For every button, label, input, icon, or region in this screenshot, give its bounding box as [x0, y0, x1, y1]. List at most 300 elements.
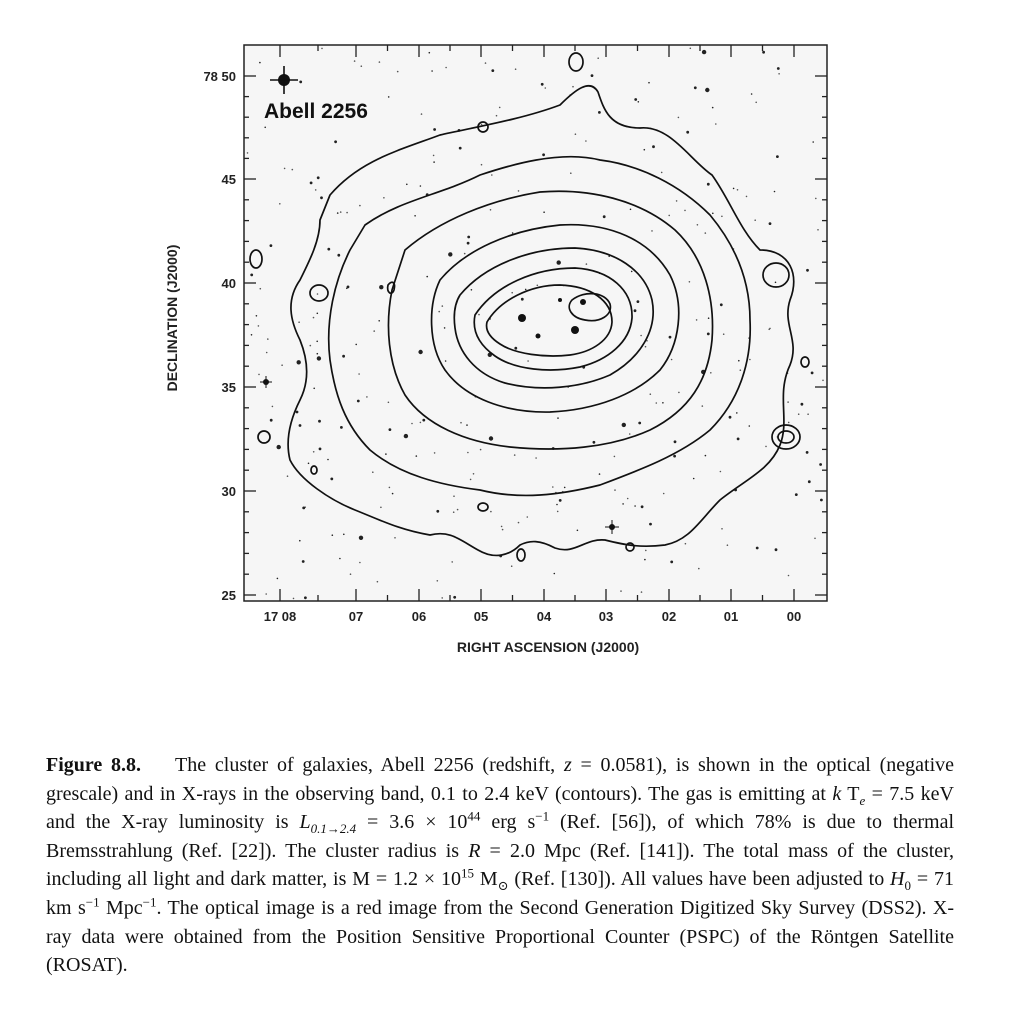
- star-dot: [591, 74, 594, 77]
- star-dot: [319, 448, 322, 451]
- star-dot: [416, 455, 418, 457]
- star-dot: [627, 498, 629, 500]
- caption-superscript: −1: [85, 894, 100, 910]
- star-dot: [279, 203, 281, 205]
- star-dot: [614, 456, 616, 458]
- star-dot: [470, 479, 472, 481]
- star-dot: [689, 281, 691, 283]
- star-dot: [366, 396, 368, 398]
- caption-text: erg s: [480, 811, 536, 834]
- star-dot: [599, 473, 601, 475]
- star-dot: [698, 568, 700, 570]
- y-tick-label: 78 50: [203, 69, 236, 84]
- star-dot: [656, 402, 658, 404]
- star-dot: [755, 102, 757, 104]
- star-dot: [304, 596, 307, 599]
- star-dot: [661, 172, 663, 174]
- star-dot: [806, 269, 809, 272]
- star-dot: [521, 298, 524, 301]
- star-dot: [702, 405, 704, 407]
- star-dot: [693, 478, 695, 480]
- star-dot: [723, 333, 725, 335]
- star-dot: [310, 345, 312, 347]
- star-dot: [603, 215, 606, 218]
- star-dot: [388, 402, 390, 404]
- star-dot: [297, 360, 301, 364]
- star-dot: [491, 174, 493, 176]
- star-dot: [814, 538, 816, 540]
- star-dot: [316, 341, 318, 343]
- star-dot: [281, 364, 283, 366]
- star-dot: [715, 123, 717, 125]
- star-dot: [342, 355, 345, 358]
- plot-area: [244, 45, 827, 601]
- star-dot: [557, 511, 559, 513]
- star-dot: [318, 420, 321, 423]
- star-dot: [631, 271, 633, 273]
- star-dot: [380, 507, 382, 509]
- star-dot: [317, 176, 320, 179]
- star-dot: [299, 424, 302, 427]
- star-dot: [359, 536, 363, 540]
- star-dot: [397, 71, 399, 73]
- star-dot: [650, 393, 652, 395]
- star-dot: [459, 147, 462, 150]
- star-dot: [346, 212, 348, 214]
- star-dot: [429, 52, 431, 54]
- caption-symbol: H: [890, 868, 905, 891]
- star-dot: [388, 96, 390, 98]
- star-dot: [585, 140, 587, 142]
- star-dot: [355, 344, 357, 346]
- star-dot: [645, 550, 647, 552]
- caption-text: = 71 km s: [46, 868, 954, 919]
- star-dot: [317, 353, 319, 355]
- star-dot: [702, 50, 706, 54]
- star-dot: [451, 561, 453, 563]
- star-dot: [678, 392, 680, 394]
- star-dot: [559, 499, 562, 502]
- star-dot: [467, 452, 469, 454]
- star-dot: [720, 303, 723, 306]
- y-tick-label: 35: [221, 380, 236, 395]
- star-dot: [406, 184, 408, 186]
- star-dot: [330, 478, 333, 481]
- star-dot: [740, 369, 742, 371]
- star-dot: [685, 543, 687, 545]
- x-tick-label: 05: [473, 609, 489, 624]
- star-dot: [620, 590, 622, 592]
- star-dot: [737, 189, 739, 191]
- star-dot: [769, 222, 772, 225]
- caption-text: T: [841, 782, 860, 805]
- star-dot: [354, 60, 356, 62]
- star-dot: [264, 127, 266, 129]
- star-dot: [644, 149, 646, 151]
- star-dot: [315, 189, 317, 191]
- star-dot: [774, 191, 776, 193]
- star-dot: [389, 487, 391, 489]
- y-tick-label: 40: [221, 276, 236, 291]
- star-dot: [467, 242, 470, 245]
- x-tick-label: 02: [661, 609, 677, 624]
- star-dot: [266, 352, 268, 354]
- star-dot: [383, 197, 385, 199]
- star-dot: [418, 350, 422, 354]
- star-dot: [340, 426, 343, 429]
- star-dot: [359, 205, 361, 207]
- star-dot: [705, 232, 707, 234]
- star-dot: [448, 252, 452, 256]
- star-dot: [404, 434, 408, 438]
- star-dot: [496, 115, 498, 117]
- star-dot: [317, 356, 321, 360]
- caption-symbol: L: [299, 811, 311, 834]
- star-dot: [777, 67, 780, 70]
- star-dot: [812, 141, 814, 143]
- star-dot: [445, 67, 447, 69]
- star-dot: [485, 62, 487, 64]
- star-dot: [775, 282, 777, 284]
- star-dot: [721, 528, 723, 530]
- star-dot: [622, 423, 626, 427]
- star-dot: [637, 300, 640, 303]
- star-dot: [557, 417, 559, 419]
- star-dot: [788, 422, 790, 424]
- star-dot: [525, 289, 527, 291]
- star-dot: [512, 232, 514, 234]
- star-dot: [641, 505, 644, 508]
- star-dot: [490, 209, 492, 211]
- star-dot: [339, 558, 341, 560]
- star-dot: [729, 416, 732, 419]
- star-dot: [258, 325, 260, 327]
- star-dot: [736, 412, 738, 414]
- star-dot: [310, 182, 313, 185]
- star-dot: [385, 453, 387, 455]
- star-dot: [377, 581, 379, 583]
- star-dot: [586, 263, 588, 265]
- caption-text: (Ref. [56]), of which 78% is due to thermal Bremsstrahlung (Ref. [22]). The cluster radius is: [46, 811, 955, 862]
- star-dot: [501, 526, 503, 528]
- star-dot: [552, 486, 554, 488]
- star-dot: [420, 185, 422, 187]
- star-dot: [457, 509, 459, 511]
- star-dot: [697, 224, 699, 226]
- star-dot: [768, 329, 770, 331]
- star-dot: [641, 591, 643, 593]
- star-dot: [433, 128, 436, 131]
- x-tick-label: 03: [598, 609, 614, 624]
- y-tick-label: 25: [221, 588, 236, 603]
- caption-symbol: R: [468, 839, 481, 862]
- star-dot: [265, 593, 267, 595]
- star-dot: [438, 311, 440, 313]
- star-dot: [811, 372, 814, 375]
- star-dot: [258, 374, 260, 376]
- star-dot: [762, 51, 765, 54]
- star-dot: [436, 510, 439, 513]
- star-dot: [453, 495, 455, 497]
- star-dot: [293, 598, 295, 600]
- star-dot: [638, 422, 641, 425]
- star-dot: [361, 65, 363, 67]
- star-dot: [541, 83, 544, 86]
- star-dot: [556, 504, 558, 506]
- star-dot: [327, 459, 329, 461]
- star-dot: [332, 534, 334, 536]
- star-dot: [359, 562, 361, 564]
- star-dot: [299, 540, 301, 542]
- star-dot: [640, 335, 642, 337]
- star-dot: [705, 88, 709, 92]
- star-dot: [678, 117, 680, 119]
- star-dot: [806, 451, 809, 454]
- star-dot: [357, 400, 360, 403]
- star-dot: [321, 48, 323, 50]
- y-tick-label: 45: [221, 172, 236, 187]
- x-tick-label: 04: [536, 609, 552, 624]
- star-dot: [652, 145, 655, 148]
- star-dot: [453, 511, 455, 513]
- caption-text: = 7.5 keV and the X-ray luminosity is: [46, 782, 954, 834]
- star-dot: [776, 155, 779, 158]
- star-dot: [467, 236, 470, 239]
- star-dot: [346, 288, 348, 290]
- star-dot: [712, 213, 714, 215]
- star-dot: [756, 547, 759, 550]
- star-dot: [379, 285, 383, 289]
- star-dot: [337, 212, 339, 214]
- star-dot: [663, 493, 665, 495]
- star-dot: [686, 131, 689, 134]
- star-dot: [515, 68, 517, 70]
- star-dot: [478, 314, 480, 316]
- star-dot: [299, 81, 302, 84]
- star-dot: [629, 433, 631, 435]
- star-dot: [302, 507, 305, 510]
- star-dot: [648, 82, 650, 84]
- star-dot: [394, 537, 396, 539]
- star-dot: [577, 530, 579, 532]
- star-dot: [272, 406, 274, 408]
- star-dot: [518, 190, 520, 192]
- star-dot: [684, 210, 686, 212]
- star-dot: [651, 230, 653, 232]
- star-dot: [433, 161, 435, 163]
- star-dot: [795, 493, 798, 496]
- star-dot: [765, 446, 767, 448]
- caption-subscript: 0: [904, 878, 911, 894]
- caption-subscript: ⊙: [497, 878, 509, 894]
- caption-symbol: k: [832, 782, 842, 805]
- star-dot: [414, 215, 416, 217]
- star-dot: [518, 522, 520, 524]
- caption-text: = 0.0581), is shown in the optical (negative grescale) and in X-rays in the observing band, 0.1 to 2.4 keV (contours). The gas is emitting at: [46, 754, 955, 805]
- star-dot: [696, 319, 698, 321]
- star-dot: [442, 305, 444, 307]
- star-dot: [373, 330, 375, 332]
- caption-text: (Ref. [130]). All values have been adjusted to: [508, 868, 891, 891]
- star-dot: [292, 169, 294, 171]
- star-dot: [296, 411, 299, 414]
- caption-subscript: 0.1→2.4: [310, 821, 357, 837]
- star-dot: [514, 454, 516, 456]
- caption-superscript: −1: [142, 894, 157, 910]
- star-dot: [511, 292, 513, 294]
- star-dot: [421, 113, 423, 115]
- star-dot: [491, 69, 494, 72]
- star-dot: [638, 101, 640, 103]
- star-dot: [471, 289, 473, 291]
- star-dot: [499, 107, 501, 109]
- star-dot: [420, 422, 422, 424]
- star-dot: [284, 168, 286, 170]
- star-dot: [598, 111, 601, 114]
- star-dot: [614, 489, 616, 491]
- star-dot: [444, 327, 446, 329]
- star-dot: [712, 107, 714, 109]
- star-dot: [738, 360, 740, 362]
- caption-text: M: [474, 868, 498, 891]
- star-dot: [630, 209, 632, 211]
- y-tick-labels: [203, 69, 236, 603]
- caption-superscript: 44: [467, 808, 481, 824]
- caption-text: The cluster of galaxies, Abell 2256 (redshift,: [175, 754, 564, 776]
- x-tick-label: 00: [786, 609, 802, 624]
- star-dot: [327, 248, 330, 251]
- star-dot: [489, 436, 493, 440]
- y-tick-label: 30: [221, 484, 236, 499]
- star-dot: [340, 211, 342, 213]
- star-dot: [737, 438, 740, 441]
- star-dot: [819, 463, 822, 466]
- caption-superscript: 15: [461, 865, 475, 881]
- x-tick-label: 07: [348, 609, 364, 624]
- star-dot: [431, 70, 433, 72]
- star-dot: [707, 333, 710, 336]
- star-dot: [634, 309, 637, 312]
- star-dot: [317, 313, 319, 315]
- star-dot: [270, 419, 273, 422]
- star-dot: [480, 449, 482, 451]
- star-dot: [644, 559, 646, 561]
- star-dot: [308, 463, 310, 465]
- star-dot: [674, 440, 677, 443]
- star-dot: [801, 403, 804, 406]
- x-tick-label: 01: [723, 609, 739, 624]
- star-dot: [670, 561, 673, 564]
- caption-label: Figure 8.8.: [46, 754, 142, 776]
- star-dot: [634, 505, 636, 507]
- star-dot: [822, 380, 824, 382]
- star-dot: [545, 87, 547, 89]
- star-dot: [754, 219, 756, 221]
- star-dot: [543, 211, 545, 213]
- star-dot: [671, 359, 673, 361]
- star-dot: [433, 155, 435, 157]
- star-dot: [334, 140, 337, 143]
- star-dot: [554, 573, 556, 575]
- star-dot: [287, 475, 289, 477]
- x-tick-label: 06: [411, 609, 427, 624]
- star-dot: [511, 565, 513, 567]
- star-dot: [267, 338, 269, 340]
- star-dot: [720, 471, 722, 473]
- star-dot: [775, 548, 778, 551]
- caption-text: Mpc: [99, 896, 143, 919]
- x-tick-label: 17 08: [263, 609, 297, 624]
- star-dot: [707, 183, 710, 186]
- star-dot: [250, 274, 253, 277]
- star-dot: [466, 424, 468, 426]
- star-dot: [372, 471, 374, 473]
- star-dot: [746, 196, 748, 198]
- star-dot: [721, 216, 723, 218]
- caption-text: . The optical image is a red image from the Second Generation Digitized Sky Survey (DSS2). X-ray data were obtained from the Position Sensitive Proportional Counter (PSPC) of the Röntgen Satellite (ROSAT).: [46, 896, 955, 977]
- star-dot: [557, 260, 561, 264]
- star-dot: [343, 534, 345, 536]
- star-dot: [260, 288, 262, 290]
- star-dot: [705, 455, 707, 457]
- star-dot: [564, 487, 566, 489]
- star-dot: [749, 359, 751, 361]
- star-dot: [634, 98, 637, 101]
- star-dot: [379, 61, 381, 63]
- star-dot: [593, 441, 596, 444]
- star-dot: [490, 511, 492, 513]
- star-dot: [527, 516, 529, 518]
- star-dot: [434, 452, 436, 454]
- star-dot: [378, 320, 380, 322]
- star-dot: [778, 73, 780, 75]
- star-dot: [358, 373, 360, 375]
- star-dot: [807, 413, 809, 415]
- star-dot: [453, 596, 456, 599]
- star-dot: [542, 153, 545, 156]
- star-dot: [749, 425, 751, 427]
- star-dot: [426, 276, 428, 278]
- caption-text: = 3.6 × 10: [356, 811, 468, 834]
- star-dot: [676, 200, 678, 202]
- star-dot: [337, 254, 340, 257]
- star-dot: [597, 57, 599, 59]
- x-axis-title: RIGHT ASCENSION (J2000): [456, 639, 640, 655]
- star-dot: [473, 473, 475, 475]
- star-dot: [710, 372, 712, 374]
- star-dot: [820, 499, 823, 502]
- star-dot: [694, 86, 697, 89]
- star-dot: [575, 133, 577, 135]
- star-dot: [537, 285, 539, 287]
- star-dot: [422, 419, 425, 422]
- x-tick-labels: [264, 609, 802, 624]
- star-dot: [817, 229, 819, 231]
- star-dot: [514, 347, 517, 350]
- star-dot: [313, 388, 315, 390]
- star-dot: [668, 215, 670, 217]
- star-dot: [441, 597, 443, 599]
- star-dot: [535, 457, 537, 459]
- star-dot: [445, 360, 447, 362]
- star-dot: [277, 578, 279, 580]
- star-dot: [570, 172, 572, 174]
- star-dot: [317, 293, 319, 295]
- star-dot: [256, 315, 258, 317]
- star-dot: [313, 317, 315, 319]
- star-dot: [662, 402, 664, 404]
- star-dot: [787, 401, 789, 403]
